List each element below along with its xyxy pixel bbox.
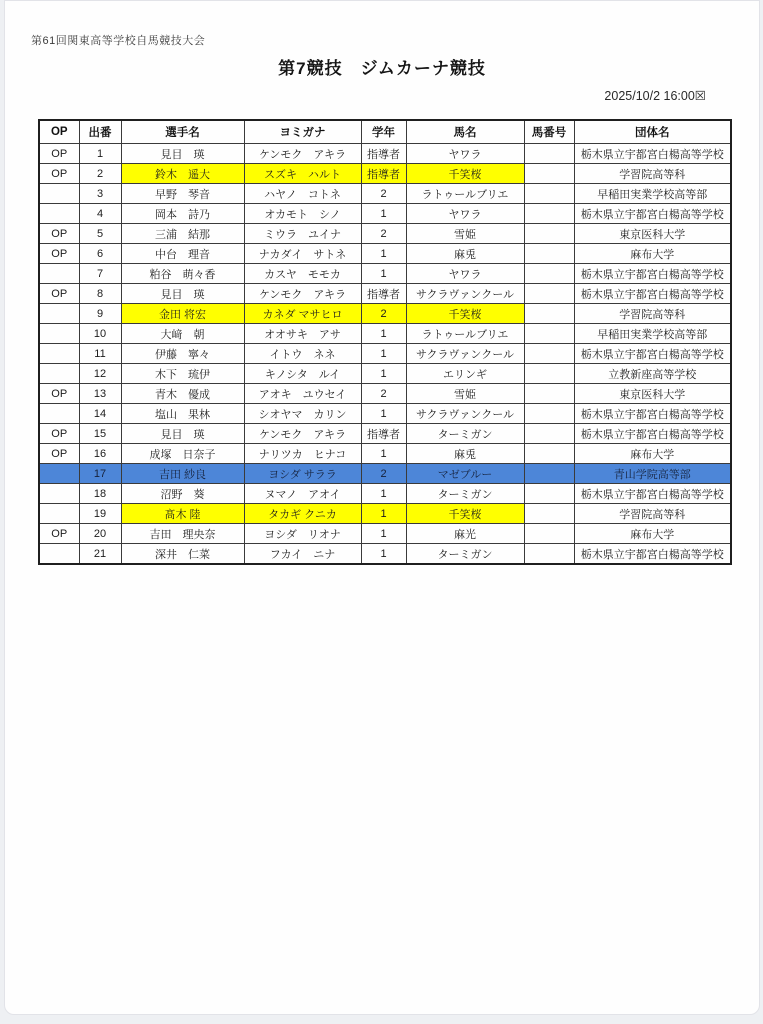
cell-team: 東京医科大学 — [574, 384, 731, 404]
cell-start-no: 7 — [79, 264, 121, 284]
table-row — [39, 184, 731, 204]
cell-horse-no — [524, 384, 574, 404]
cell-kana: カスヤ モモカ — [244, 264, 361, 284]
cell-kana: ヨシダ サララ — [244, 464, 361, 484]
table-row — [39, 424, 731, 444]
cell-horse-no — [524, 484, 574, 504]
cell-horse-no — [524, 524, 574, 544]
competition-title: 第7競技 ジムカーナ競技 — [278, 59, 486, 78]
cell-name: 青木 優成 — [121, 384, 244, 404]
entries-table-body — [39, 144, 731, 565]
cell-grade: 1 — [361, 324, 406, 344]
cell-team: 学習院高等科 — [574, 304, 731, 324]
cell-horse: ヤワラ — [406, 144, 524, 164]
cell-grade: 1 — [361, 504, 406, 524]
cell-horse-no — [524, 244, 574, 264]
cell-op: OP — [39, 444, 79, 464]
cell-name: 塩山 果林 — [121, 404, 244, 424]
cell-horse: サクラヴァンクール — [406, 344, 524, 364]
cell-team: 栃木県立宇都宮白楊高等学校 — [574, 144, 731, 164]
cell-team: 栃木県立宇都宮白楊高等学校 — [574, 344, 731, 364]
cell-grade: 1 — [361, 484, 406, 504]
cell-team: 栃木県立宇都宮白楊高等学校 — [574, 264, 731, 284]
cell-grade: 2 — [361, 384, 406, 404]
cell-start-no: 20 — [79, 524, 121, 544]
cell-name: 金田 将宏 — [121, 304, 244, 324]
cell-name: 木下 琉伊 — [121, 364, 244, 384]
table-row — [39, 244, 731, 264]
cell-kana: アオキ ユウセイ — [244, 384, 361, 404]
cell-start-no: 10 — [79, 324, 121, 344]
cell-horse: ヤワラ — [406, 264, 524, 284]
cell-team: 栃木県立宇都宮白楊高等学校 — [574, 484, 731, 504]
cell-grade: 1 — [361, 244, 406, 264]
cell-horse: 麻兎 — [406, 444, 524, 464]
cell-op: OP — [39, 144, 79, 164]
cell-kana: ケンモク アキラ — [244, 424, 361, 444]
cell-kana: イトウ ネネ — [244, 344, 361, 364]
cell-grade: 指導者 — [361, 164, 406, 184]
cell-op: OP — [39, 284, 79, 304]
cell-grade: 1 — [361, 344, 406, 364]
cell-team: 立教新座高等学校 — [574, 364, 731, 384]
cell-grade: 指導者 — [361, 424, 406, 444]
cell-op: OP — [39, 164, 79, 184]
entries-table — [38, 119, 732, 565]
cell-horse: サクラヴァンクール — [406, 404, 524, 424]
cell-start-no: 6 — [79, 244, 121, 264]
cell-name: 吉田 紗良 — [121, 464, 244, 484]
cell-start-no: 3 — [79, 184, 121, 204]
document-page — [4, 0, 760, 1015]
cell-kana: ナリツカ ヒナコ — [244, 444, 361, 464]
cell-horse-no — [524, 344, 574, 364]
cell-horse-no — [524, 424, 574, 444]
cell-kana: ミウラ ユイナ — [244, 224, 361, 244]
table-row — [39, 364, 731, 384]
cell-start-no: 14 — [79, 404, 121, 424]
column-header-team: 団体名 — [574, 120, 731, 144]
cell-team: 栃木県立宇都宮白楊高等学校 — [574, 204, 731, 224]
event-header: 第61回関東高等学校自馬競技大会 — [31, 35, 206, 47]
cell-horse: 雪姫 — [406, 224, 524, 244]
cell-op — [39, 484, 79, 504]
column-header-horse-no: 馬番号 — [524, 120, 574, 144]
cell-grade: 1 — [361, 544, 406, 565]
cell-horse-no — [524, 364, 574, 384]
cell-team: 麻布大学 — [574, 524, 731, 544]
cell-name: 見目 瑛 — [121, 144, 244, 164]
cell-team: 青山学院高等部 — [574, 464, 731, 484]
cell-team: 麻布大学 — [574, 444, 731, 464]
cell-kana: カネダ マサヒロ — [244, 304, 361, 324]
cell-start-no: 5 — [79, 224, 121, 244]
cell-team: 栃木県立宇都宮白楊高等学校 — [574, 284, 731, 304]
table-row — [39, 504, 731, 524]
table-row — [39, 344, 731, 364]
cell-start-no: 2 — [79, 164, 121, 184]
cell-kana: ハヤノ コトネ — [244, 184, 361, 204]
table-row — [39, 224, 731, 244]
column-header-name: 選手名 — [121, 120, 244, 144]
cell-name: 早野 琴音 — [121, 184, 244, 204]
cell-horse: ラトゥールブリエ — [406, 324, 524, 344]
cell-grade: 1 — [361, 264, 406, 284]
cell-kana: キノシタ ルイ — [244, 364, 361, 384]
cell-op — [39, 364, 79, 384]
cell-grade: 1 — [361, 444, 406, 464]
cell-horse: エリンギ — [406, 364, 524, 384]
cell-kana: ケンモク アキラ — [244, 144, 361, 164]
cell-team: 学習院高等科 — [574, 504, 731, 524]
table-row — [39, 304, 731, 324]
cell-horse-no — [524, 304, 574, 324]
cell-op — [39, 404, 79, 424]
cell-horse-no — [524, 284, 574, 304]
cell-start-no: 21 — [79, 544, 121, 565]
table-row — [39, 264, 731, 284]
column-header-horse: 馬名 — [406, 120, 524, 144]
cell-team: 東京医科大学 — [574, 224, 731, 244]
table-row — [39, 164, 731, 184]
cell-op: OP — [39, 224, 79, 244]
cell-op — [39, 204, 79, 224]
column-header-grade: 学年 — [361, 120, 406, 144]
cell-horse: ターミガン — [406, 484, 524, 504]
cell-kana: フカイ ニナ — [244, 544, 361, 565]
cell-grade: 1 — [361, 524, 406, 544]
cell-grade: 2 — [361, 304, 406, 324]
cell-horse-no — [524, 464, 574, 484]
cell-horse-no — [524, 404, 574, 424]
cell-name: 岡本 詩乃 — [121, 204, 244, 224]
cell-kana: ナカダイ サトネ — [244, 244, 361, 264]
cell-name: 見目 瑛 — [121, 284, 244, 304]
cell-op: OP — [39, 424, 79, 444]
cell-team: 栃木県立宇都宮白楊高等学校 — [574, 404, 731, 424]
cell-start-no: 4 — [79, 204, 121, 224]
cell-start-no: 11 — [79, 344, 121, 364]
table-row — [39, 384, 731, 404]
cell-name: 髙木 陸 — [121, 504, 244, 524]
cell-op: OP — [39, 524, 79, 544]
cell-name: 深井 仁菜 — [121, 544, 244, 565]
cell-start-no: 13 — [79, 384, 121, 404]
cell-horse-no — [524, 544, 574, 565]
cell-op — [39, 184, 79, 204]
cell-horse-no — [524, 504, 574, 524]
cell-horse-no — [524, 224, 574, 244]
cell-horse: 雪姫 — [406, 384, 524, 404]
cell-op — [39, 304, 79, 324]
cell-horse-no — [524, 184, 574, 204]
cell-kana: ヨシダ リオナ — [244, 524, 361, 544]
cell-team: 早稲田実業学校高等部 — [574, 324, 731, 344]
table-row — [39, 404, 731, 424]
cell-name: 伊藤 寧々 — [121, 344, 244, 364]
cell-kana: タカギ クニカ — [244, 504, 361, 524]
cell-op: OP — [39, 244, 79, 264]
cell-team: 麻布大学 — [574, 244, 731, 264]
cell-start-no: 8 — [79, 284, 121, 304]
cell-horse: サクラヴァンクール — [406, 284, 524, 304]
table-row — [39, 204, 731, 224]
cell-start-no: 16 — [79, 444, 121, 464]
cell-horse: 千笑桜 — [406, 504, 524, 524]
cell-start-no: 12 — [79, 364, 121, 384]
cell-start-no: 18 — [79, 484, 121, 504]
table-row — [39, 544, 731, 565]
cell-horse-no — [524, 444, 574, 464]
cell-op — [39, 264, 79, 284]
cell-grade: 2 — [361, 184, 406, 204]
cell-kana: スズキ ハルト — [244, 164, 361, 184]
cell-start-no: 15 — [79, 424, 121, 444]
cell-horse: ヤワラ — [406, 204, 524, 224]
cell-name: 沼野 葵 — [121, 484, 244, 504]
cell-grade: 2 — [361, 224, 406, 244]
cell-grade: 2 — [361, 464, 406, 484]
cell-name: 成塚 日奈子 — [121, 444, 244, 464]
column-header-start-no: 出番 — [79, 120, 121, 144]
table-row — [39, 484, 731, 504]
cell-op: OP — [39, 384, 79, 404]
cell-team: 学習院高等科 — [574, 164, 731, 184]
table-row — [39, 324, 731, 344]
cell-kana: ヌマノ アオイ — [244, 484, 361, 504]
cell-horse-no — [524, 204, 574, 224]
cell-kana: シオヤマ カリン — [244, 404, 361, 424]
cell-horse: ターミガン — [406, 424, 524, 444]
cell-horse: 麻光 — [406, 524, 524, 544]
cell-team: 早稲田実業学校高等部 — [574, 184, 731, 204]
table-row — [39, 464, 731, 484]
cell-name: 吉田 理央奈 — [121, 524, 244, 544]
cell-op — [39, 464, 79, 484]
cell-start-no: 19 — [79, 504, 121, 524]
cell-horse: 千笑桜 — [406, 164, 524, 184]
cell-op — [39, 544, 79, 565]
cell-name: 鈴木 遥大 — [121, 164, 244, 184]
datetime-stamp: 2025/10/2 16:00☒ — [604, 89, 706, 103]
table-row — [39, 144, 731, 164]
cell-horse: 麻兎 — [406, 244, 524, 264]
cell-name: 見目 瑛 — [121, 424, 244, 444]
table-row — [39, 524, 731, 544]
cell-horse-no — [524, 144, 574, 164]
table-row — [39, 284, 731, 304]
cell-grade: 1 — [361, 364, 406, 384]
cell-start-no: 1 — [79, 144, 121, 164]
cell-name: 粕谷 萌々香 — [121, 264, 244, 284]
column-header-op: OP — [39, 120, 79, 144]
cell-team: 栃木県立宇都宮白楊高等学校 — [574, 544, 731, 565]
cell-kana: オオサキ アサ — [244, 324, 361, 344]
cell-kana: オカモト シノ — [244, 204, 361, 224]
cell-grade: 指導者 — [361, 144, 406, 164]
cell-op — [39, 344, 79, 364]
cell-grade: 指導者 — [361, 284, 406, 304]
cell-kana: ケンモク アキラ — [244, 284, 361, 304]
cell-grade: 1 — [361, 204, 406, 224]
cell-horse-no — [524, 324, 574, 344]
cell-start-no: 9 — [79, 304, 121, 324]
header-row — [39, 120, 731, 144]
cell-team: 栃木県立宇都宮白楊高等学校 — [574, 424, 731, 444]
cell-name: 中台 理音 — [121, 244, 244, 264]
cell-op — [39, 324, 79, 344]
cell-horse-no — [524, 164, 574, 184]
column-header-kana: ヨミガナ — [244, 120, 361, 144]
cell-start-no: 17 — [79, 464, 121, 484]
cell-grade: 1 — [361, 404, 406, 424]
cell-horse-no — [524, 264, 574, 284]
cell-name: 三浦 結那 — [121, 224, 244, 244]
cell-horse: ラトゥールブリエ — [406, 184, 524, 204]
table-row — [39, 444, 731, 464]
cell-horse: マゼブルー — [406, 464, 524, 484]
cell-op — [39, 504, 79, 524]
cell-name: 大﨑 朝 — [121, 324, 244, 344]
cell-horse: 千笑桜 — [406, 304, 524, 324]
cell-horse: ターミガン — [406, 544, 524, 565]
